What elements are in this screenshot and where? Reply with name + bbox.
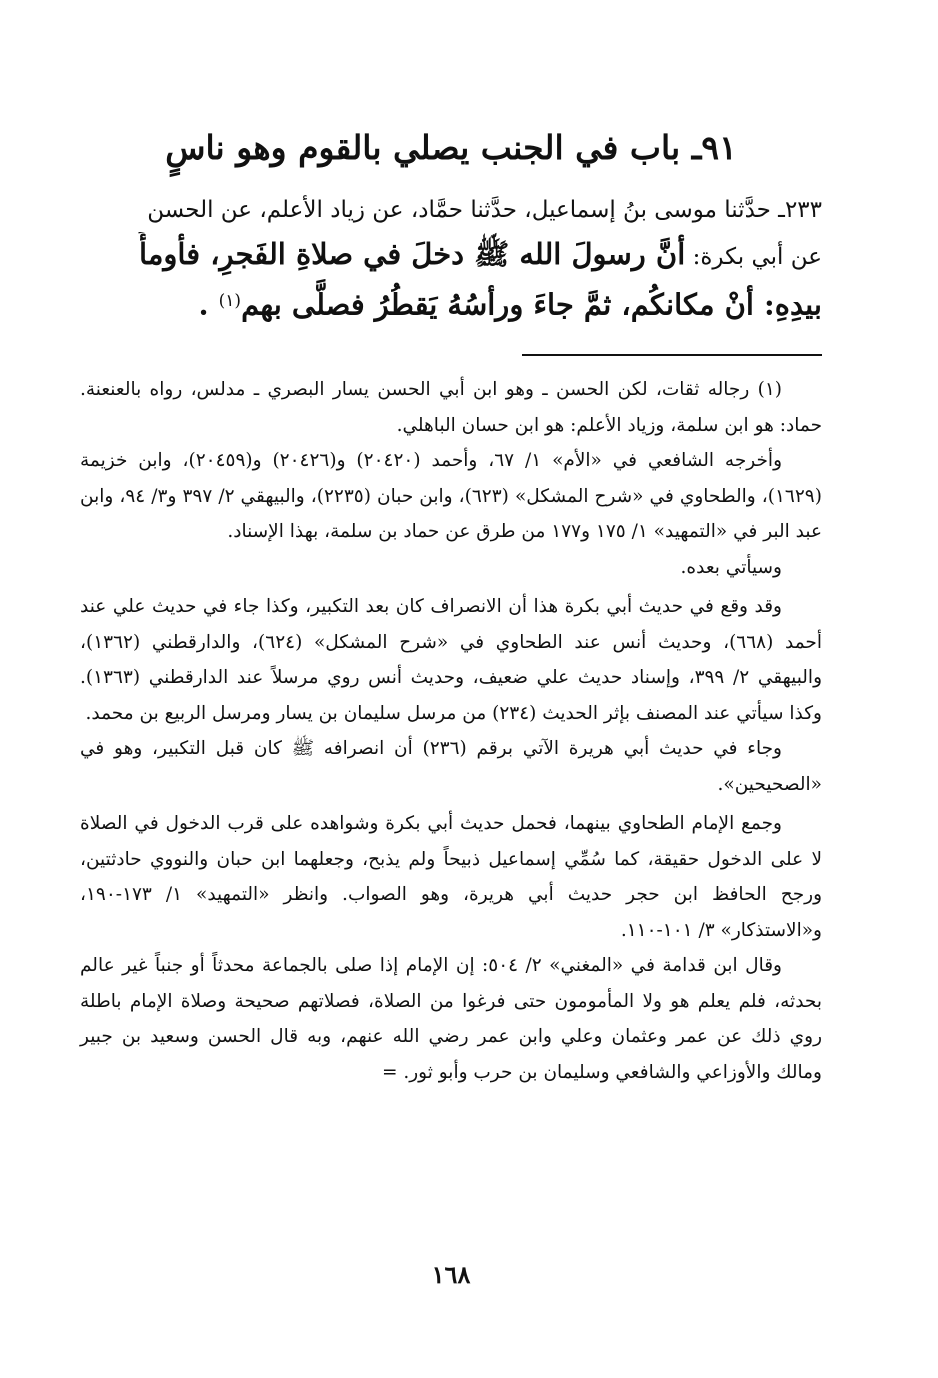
footnote-paragraph: وسيأتي بعده.: [680, 556, 782, 578]
hadith-matn-line-2: أنَّ رسولَ الله ﷺ دخلَ في صلاةِ الفَجرِ، فأومأَ: [139, 237, 686, 271]
hadith-narrator-end: عن أبي بكرة:: [685, 244, 822, 270]
footnote-separator: [522, 354, 822, 356]
footnote-marker: (١): [218, 291, 242, 311]
chapter-title: ٩١ـ باب في الجنب يصلي بالقوم وهو ناسٍ: [165, 128, 737, 167]
hadith-matn-line-3: بيدِهِ: أنْ مكانكُم، ثمَّ جاءَ ورأسُهُ يَقطُرُ فصلَّى بهم: [241, 287, 822, 322]
footnote-paragraph: وأخرجه الشافعي في «الأم» ١/ ٦٧، وأحمد (٢٠٤٢٠) و(٢٠٤٢٦) و(٢٠٤٥٩)، وابن خزيمة (١٦٢٩)، والطحاوي في «شرح المشكل» (٦٢٣)، وابن حبان (٢٢٣٥)، والبيهقي ٢/ ٣٩٧ و٣/ ٩٤، وابن عبد البر في «التمهيد» ١/ ١٧٥ و١٧٧ من طرق عن حماد بن سلمة، بهذا الإسناد.: [80, 450, 822, 542]
footnotes: [80, 372, 822, 1090]
footnote-paragraph: (١) رجاله ثقات، لكن الحسن ـ وهو ابن أبي الحسن يسار البصري ـ مدلس، رواه بالعنعنة. حماد: هو ابن سلمة، وزياد الأعلم: هو ابن حسان الباهلي.: [80, 379, 822, 436]
footnote-paragraph: وجاء في حديث أبي هريرة الآتي برقم (٢٣٦) أن انصرافه ﷺ كان قبل التكبير، وهو في «الصحيحين».: [80, 738, 822, 795]
footnote-paragraph: وقال ابن قدامة في «المغني» ٢/ ٥٠٤: إن الإمام إذا صلى بالجماعة محدثاً أو جنباً غير عالم بحدثه، فلم يعلم هو ولا المأمومون حتى فرغوا من الصلاة، فصلاتهم صحيحة وصلاة الإمام باطلة روي ذلك عن عمر وعثمان وعلي وابن عمر رضي الله عنهم، وبه قال الحسن وسعيد بن جبير ومالك والأوزاعي والشافعي وسليمان بن حرب وأبو ثور. =: [80, 955, 822, 1083]
hadith-line-3: [80, 279, 822, 330]
page-number: ١٦٨: [431, 1260, 471, 1289]
book-page: [80, 0, 822, 1378]
footnote-paragraph: وجمع الإمام الطحاوي بينهما، فحمل حديث أبي بكرة وشواهده على قرب الدخول في الصلاة لا على الدخول حقيقة، كما سُمِّي إسماعيل ذبيحاً ولم يذبح، وجعلهما ابن حبان والنووي حادثتين، ورجح الحافظ ابن حجر حديث أبي هريرة، وهو الصواب. وانظر «التمهيد» ١/ ١٧٣-١٩٠، و«الاستذكار» ٣/ ١٠١-١١٠.: [80, 813, 822, 941]
hadith-text: [80, 188, 822, 330]
hadith-end-mark: .: [198, 287, 219, 322]
hadith-isnad-line: ٢٣٣ـ حدَّثنا موسى بنُ إسماعيل، حدَّثنا حمَّاد، عن زياد الأعلم، عن الحسن: [147, 197, 822, 223]
footnote-paragraph: وقد وقع في حديث أبي بكرة هذا أن الانصراف كان بعد التكبير، وكذا جاء في حديث علي عند أحمد (٦٦٨)، وحديث أنس عند الطحاوي في «شرح المشكل» (٦٢٤)، والدارقطني (١٣٦٢)، والبيهقي ٢/ ٣٩٩، وإسناد حديث علي ضعيف، وحديث أنس روي مرسلاً عند الدارقطني (١٣٦٣). وكذا سيأتي عند المصنف بإثر الحديث (٢٣٤) من مرسل سليمان بن يسار ومرسل الربيع بن محمد.: [80, 596, 822, 724]
hadith-line-2: [80, 232, 822, 279]
